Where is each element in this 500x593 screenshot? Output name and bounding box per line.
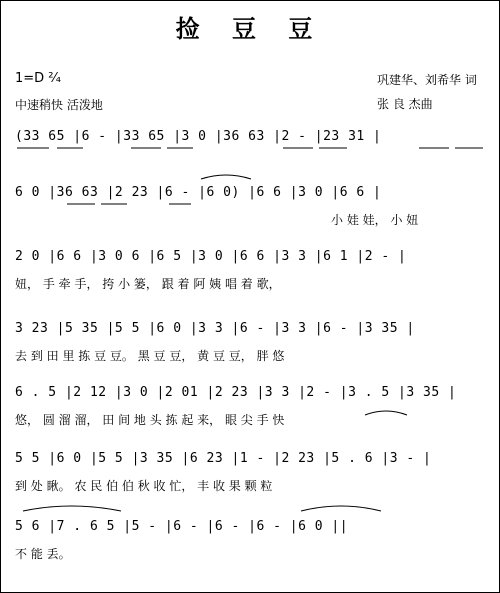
notation-line: 6 0 |36 63 |2 23 |6 - |6 0) |6 6 |3 0 |6 6 |	[15, 185, 382, 200]
lyrics-line: 去 到 田 里 拣 豆 豆。 黑 豆 豆， 黄 豆 豆， 胖 悠	[15, 349, 285, 363]
lyrics-line: 小 娃 娃， 小 妞	[331, 213, 419, 227]
tempo-marking: 中速稍快 活泼地	[15, 98, 103, 112]
notation-marks	[1, 1, 500, 593]
lyricist-credit: 巩建华、刘希华 词	[377, 73, 477, 87]
notation-line: 5 5 |6 0 |5 5 |3 35 |6 23 |1 - |2 23 |5 . 6 |3 - |	[15, 451, 432, 466]
notation-line: 3 23 |5 35 |5 5 |6 0 |3 3 |6 - |3 3 |6 - |3 35 |	[15, 321, 415, 336]
key-signature: 1=D ²⁄₄	[15, 71, 61, 86]
lyrics-line: 悠， 圆 溜 溜， 田 间 地 头 拣 起 来， 眼 尖 手 快	[15, 413, 285, 427]
lyrics-line: 妞， 手 牵 手， 挎 小 篓， 跟 着 阿 姨 唱 着 歌，	[15, 277, 281, 291]
lyrics-line: 不 能 丢。	[15, 547, 71, 561]
notation-line: 5 6 |7 . 6 5 |5 - |6 - |6 - |6 - |6 0 ||	[15, 519, 349, 534]
composer-credit: 张 良 杰曲	[377, 97, 433, 111]
notation-line: 6 . 5 |2 12 |3 0 |2 01 |2 23 |3 3 |2 - |3 . 5 |3 35 |	[15, 385, 457, 400]
notation-line: (33 65 |6 - |33 65 |3 0 |36 63 |2 - |23 31 |	[15, 129, 382, 144]
lyrics-line: 到 处 瞅。 农 民 伯 伯 秋 收 忙， 丰 收 果 颗 粒	[15, 479, 273, 493]
song-title: 捡 豆 豆	[175, 15, 325, 43]
notation-line: 2 0 |6 6 |3 0 6 |6 5 |3 0 |6 6 |3 3 |6 1 |2 - |	[15, 249, 407, 264]
